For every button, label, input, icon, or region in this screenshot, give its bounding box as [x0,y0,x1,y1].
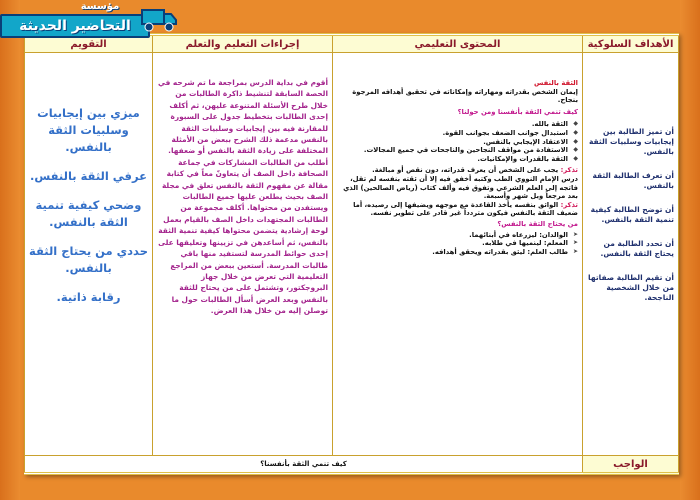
lesson-plan-sheet [24,33,679,475]
procedures-cell [153,53,333,456]
list-item: ◆ الثقة بالقدرات والإمكانيات. [337,155,578,164]
content-story: درس الإمام النووي الطب وكتبه أخفق فيه إلا أن ثقته بنفسه لم تقل، فاتجه إلى العلم الشرعي وتفوق فيه وألف كتاب (رياض الصالحين) الذي بعد مرجعاً وبل شهر وأسبعة. [343,174,578,201]
goal-item: أن تميز الطالبة بين إيجابيات وسلبيات الثقة بالنفس. [588,127,674,156]
goal-item: أن تعرف الطالبة الثقة بالنفس. [592,171,674,190]
homework-text: كيف تنمي الثقة بأنفسنا؟ [25,456,583,474]
background-left-stripe [0,0,20,500]
homework-label: الواجب [583,456,679,474]
content-question-2: من يحتاج الثقة بالنفس؟ [497,219,578,228]
truck-icon [140,4,178,34]
brand-logo [0,0,180,42]
content-definition: إيمان الشخص بقدراته ومهاراته وإمكاناته في تحقيق أهدافه المرجوة بنجاح. [352,87,578,105]
remember-text: الواثق بنفسه يأخذ القاعدة مع موجهه ويضيفها إلى رصيده، أما ضعيف الثقة بالنفس فيكون متردداً غير قادر على تطوير نفسه. [353,200,578,218]
remember-label: تذكر: [560,166,578,175]
list-item: ◆ استبدال جوانب الضعف بجوانب القوة. [337,129,578,138]
goals-cell [583,53,679,456]
header-procedures: إجراءات التعليم والتعلم [153,35,333,53]
content-title: الثقة بالنفس [534,79,578,87]
procedures-text: أقوم في بداية الدرس بمراجعة ما تم شرحه في الحصة السابقة لتنشيط ذاكرة الطالبات من خلال طرح الأسئلة المتنوعة عليهن، ثم أكلف إحدى الطالبات بتخطيط جدول على السبورة للمقارنة فيه بين إيجابيات وسلبيات الثقة بالنفس مدعمة ذلك الشرح ببعض من الأمثلة المختلفة على زيادة الثقة بالنفس أو ضعفها. أطلب من الطالبات المشاركات في جماعة الصحافة داخل الصف أن يتعاونّ معاً في كتابة مقالة عن مفهوم الثقة بالنفس تعلق في مجلة الصف بحيث يطلعن عليها جميع الطالبات ويستفدن من محتواها. أكلف مجموعة من الطالبات المجتهدات داخل الصف بالقيام بعمل لوحة إرشادية يتضمن محتواها كيفية تنمية الثقة بالنفس، ثم أساعدهن في تزيينها وتعليقها على إحدى حوائط المدرسة لتستفيد منها باقي طالبات المدرسة. أستعين ببعض من المراجع التعليمية التي تعرض من خلال جهاز البروجكتور، وتشتمل على من يحتاج للثقة بالنفس وبعد العرض أسأل الطالبات حول ما توصلن إليه من خلال هذا العرض. [158,78,328,316]
lesson-plan-table [24,33,679,475]
list-item: ◆ الاعتقاد الإيجابي بالنفس. [337,138,578,147]
goal-item: أن تحدد الطالبة من يحتاج الثقة بالنفس. [600,239,674,258]
list-item: ➤ الوالدان: ليزرعاه في أبنائهما. [337,231,578,240]
evaluation-item: حددي من يحتاج الثقة بالنفس. [29,244,148,275]
header-goals: الأهداف السلوكية [583,35,679,53]
remember-note-2 [337,201,578,218]
list-item: ➤ طالب العلم: ليثق بقدراته ويحقق أهدافه. [337,248,578,257]
header-content: المحتوى التعليمي [333,35,583,53]
homework-row [25,456,679,474]
goal-item: أن توضح الطالبة كيفية تنمية الثقة بالنفس. [590,205,674,224]
content-question-1: كيف تنمي الثقة بأنفسنا ومن حولنا؟ [457,107,578,116]
content-cell [333,53,583,456]
logo-banner: التحاضير الحديثة [0,14,150,38]
table-row [25,53,679,456]
list-item: ◆ الثقة بالله. [337,120,578,129]
remember-text: يجب على الشخص أن يعرف قدراته، دون نقص أو مبالغة. [372,166,561,175]
header-evaluation: التقويم [25,35,153,53]
remember-note-1 [337,166,578,175]
background-right-stripe [680,0,700,500]
goal-item: أن تقيم الطالبة صفاتها من خلال الشخصية الناجحة. [588,273,674,302]
evaluation-item: رقابة ذاتية. [56,290,121,304]
evaluation-item: وضحي كيفية تنمية الثقة بالنفس. [35,198,142,229]
evaluation-cell [25,53,153,456]
logo-top-text: مؤسسة [80,1,120,12]
list-item: ◆ الاستفادة من مواقف النجاحين والناجحات في جميع المجالات. [337,146,578,155]
evaluation-item: ميزي بين إيجابيات وسلبيات الثقة بالنفس. [37,106,140,154]
evaluation-item: عرفي الثقة بالنفس. [30,169,147,183]
list-item: ➤ المعلم: لينميها في طلابه. [337,239,578,248]
remember-label: تذكر: [560,200,578,209]
